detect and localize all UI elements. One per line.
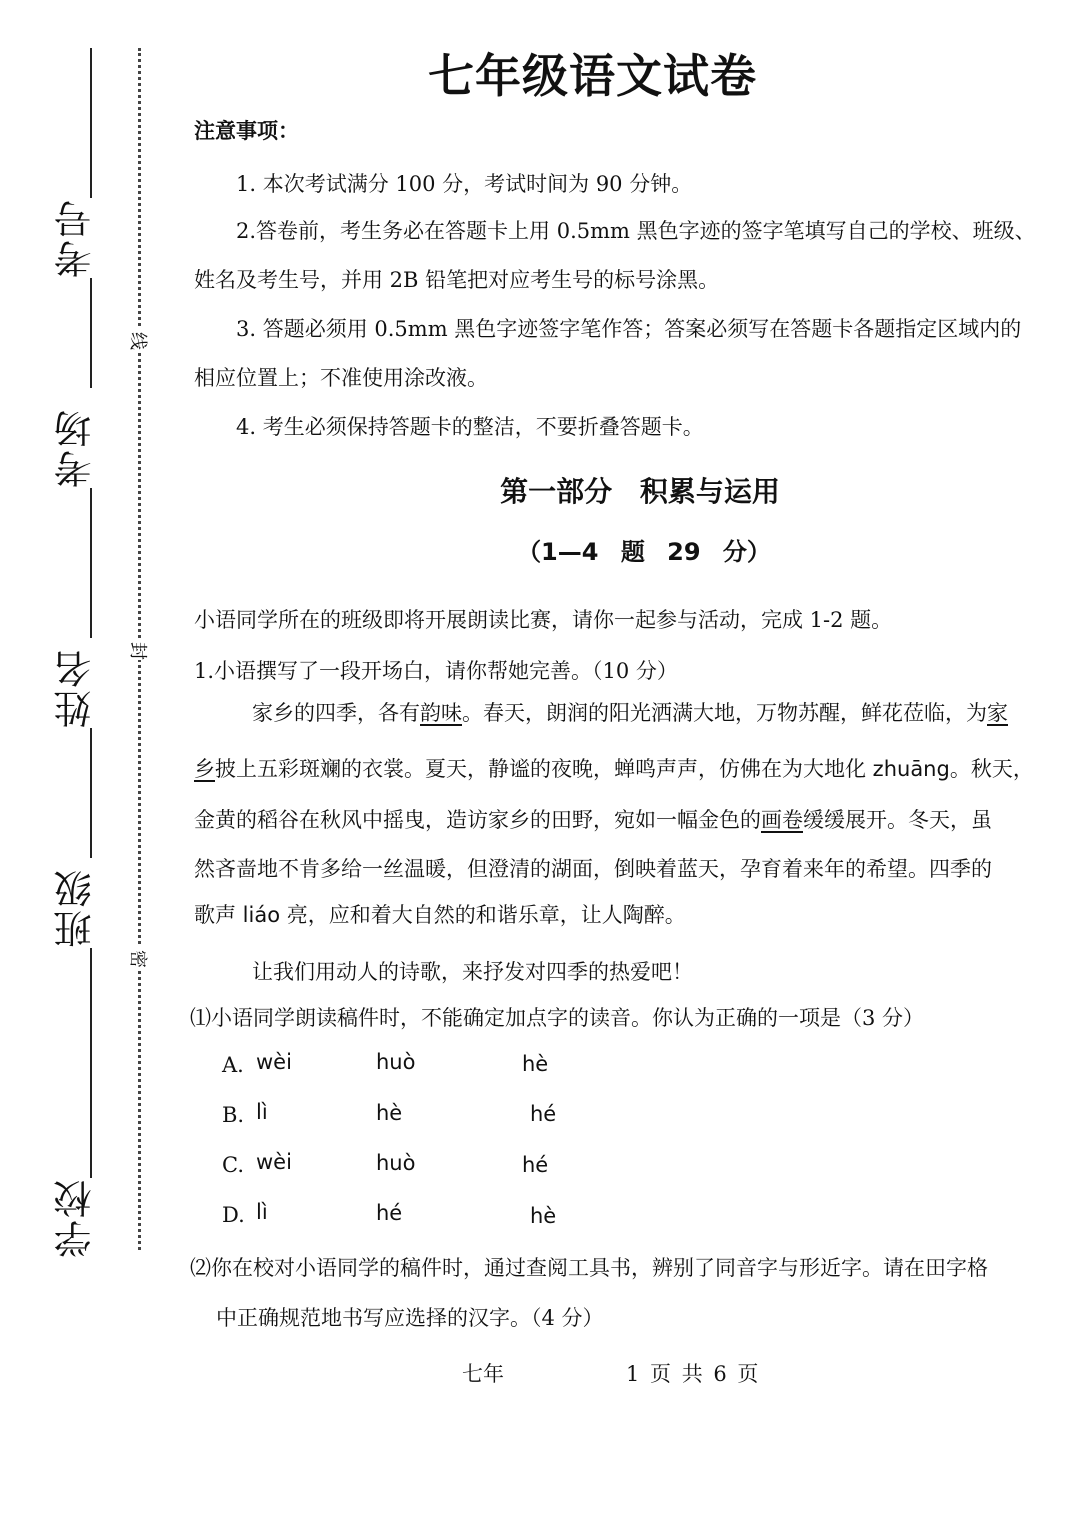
option-pinyin: wèi	[256, 1150, 292, 1174]
q1-stem: 1.小语撰写了一段开场白，请你帮她完善。（10 分）	[194, 659, 678, 683]
exam-no-field	[52, 48, 100, 388]
notes-heading: 注意事项：	[194, 119, 299, 143]
room-line	[90, 278, 92, 388]
option-pinyin: hé	[522, 1153, 549, 1177]
essay-line: 然吝啬地不肯多给一丝温暖，但澄清的湖面，倒映着蓝天，孕育着来年的希望。四季的	[194, 857, 992, 881]
option-label: D.	[222, 1203, 245, 1227]
essay-text: 家乡的四季，各有	[252, 701, 420, 725]
school-field	[52, 1178, 100, 1258]
part-title: 第一部分 积累与运用	[500, 475, 780, 508]
room-label: 考场	[54, 408, 98, 488]
option-pinyin: huò	[376, 1050, 416, 1074]
option-pinyin: huò	[376, 1151, 416, 1175]
essay-line: 歌声 liáo 亮，应和着大自然的和谐乐章，让人陶醉。	[194, 903, 686, 927]
q1-sub1-stem: ⑴小语同学朗读稿件时，不能确定加点字的读音。你认为正确的一项是（3 分）	[190, 1006, 925, 1030]
school-line	[90, 948, 92, 1178]
class-field	[52, 868, 100, 1178]
q1-sub2-line: 中正确规范地书写应选择的汉字。（4 分）	[216, 1306, 604, 1330]
note-line: 1. 本次考试满分 100 分，考试时间为 90 分钟。	[236, 172, 693, 196]
note-line: 4. 考生必须保持答题卡的整洁，不要折叠答题卡。	[236, 415, 704, 439]
name-field	[52, 648, 100, 858]
option-label: B.	[222, 1103, 245, 1127]
exam-no-line	[90, 48, 92, 198]
essay-underlined: 韵味	[420, 701, 462, 725]
option-pinyin: lì	[256, 1200, 268, 1224]
q1-sub2-line: ⑵你在校对小语同学的稿件时，通过查阅工具书，辨别了同音字与形近字。请在田字格	[190, 1256, 988, 1280]
option-label: C.	[222, 1153, 244, 1177]
option-pinyin: hé	[376, 1201, 403, 1225]
essay-text: 。春天，朗润的阳光洒满大地，万物苏醒，鲜花莅临，为	[462, 701, 987, 725]
footer-grade: 七年	[462, 1362, 504, 1386]
essay-line	[194, 753, 1034, 783]
seal-mi: 密	[130, 947, 148, 968]
class-label: 班级	[54, 868, 98, 948]
seal-feng: 封	[130, 639, 148, 660]
essay-text: 披上五彩斑斓的衣裳。夏天，静谧的夜晚，蝉鸣声声，仿佛在为大地化 zhuāng。秋天，	[215, 757, 1034, 781]
essay-text: 缓缓展开。冬天，虽	[803, 808, 992, 832]
seal-xian: 线	[130, 329, 148, 350]
note-line: 姓名及考生号，并用 2B 铅笔把对应考生号的标号涂黑。	[194, 268, 720, 292]
essay-underlined: 画卷	[761, 808, 803, 832]
note-line: 2.答卷前，考生务必在答题卡上用 0.5mm 黑色字迹的签字笔填写自己的学校、班级、	[236, 219, 1036, 243]
essay-underlined: 家	[987, 701, 1008, 725]
essay-line	[194, 804, 992, 834]
option-pinyin: hè	[376, 1101, 403, 1125]
exam-no-label: 考号	[54, 198, 98, 278]
option-pinyin: hé	[530, 1102, 557, 1126]
page-title: 七年级语文试卷	[428, 49, 757, 103]
option-pinyin: lì	[256, 1100, 268, 1124]
note-line: 3. 答题必须用 0.5mm 黑色字迹签字笔作答；答案必须写在答题卡各题指定区域内的	[236, 317, 1022, 341]
option-pinyin: hè	[530, 1204, 557, 1228]
option-pinyin: wèi	[256, 1050, 292, 1074]
part-subtitle: （1—4 题 29 分）	[517, 538, 771, 566]
note-line: 相应位置上；不准使用涂改液。	[194, 366, 488, 390]
class-line	[90, 728, 92, 858]
essay-line: 让我们用动人的诗歌，来抒发对四季的热爱吧！	[252, 960, 693, 984]
intro-text: 小语同学所在的班级即将开展朗读比赛，请你一起参与活动，完成 1-2 题。	[194, 608, 893, 632]
option-pinyin: hè	[522, 1052, 549, 1076]
school-label: 学校	[54, 1178, 98, 1258]
page-number: 1 页 共 6 页	[626, 1362, 759, 1386]
room-field	[52, 408, 100, 638]
name-label: 姓名	[54, 648, 98, 728]
essay-line	[252, 697, 1008, 727]
option-label: A.	[222, 1053, 244, 1077]
essay-text: 金黄的稻谷在秋风中摇曳，造访家乡的田野，宛如一幅金色的	[194, 808, 761, 832]
essay-underlined: 乡	[194, 757, 215, 781]
